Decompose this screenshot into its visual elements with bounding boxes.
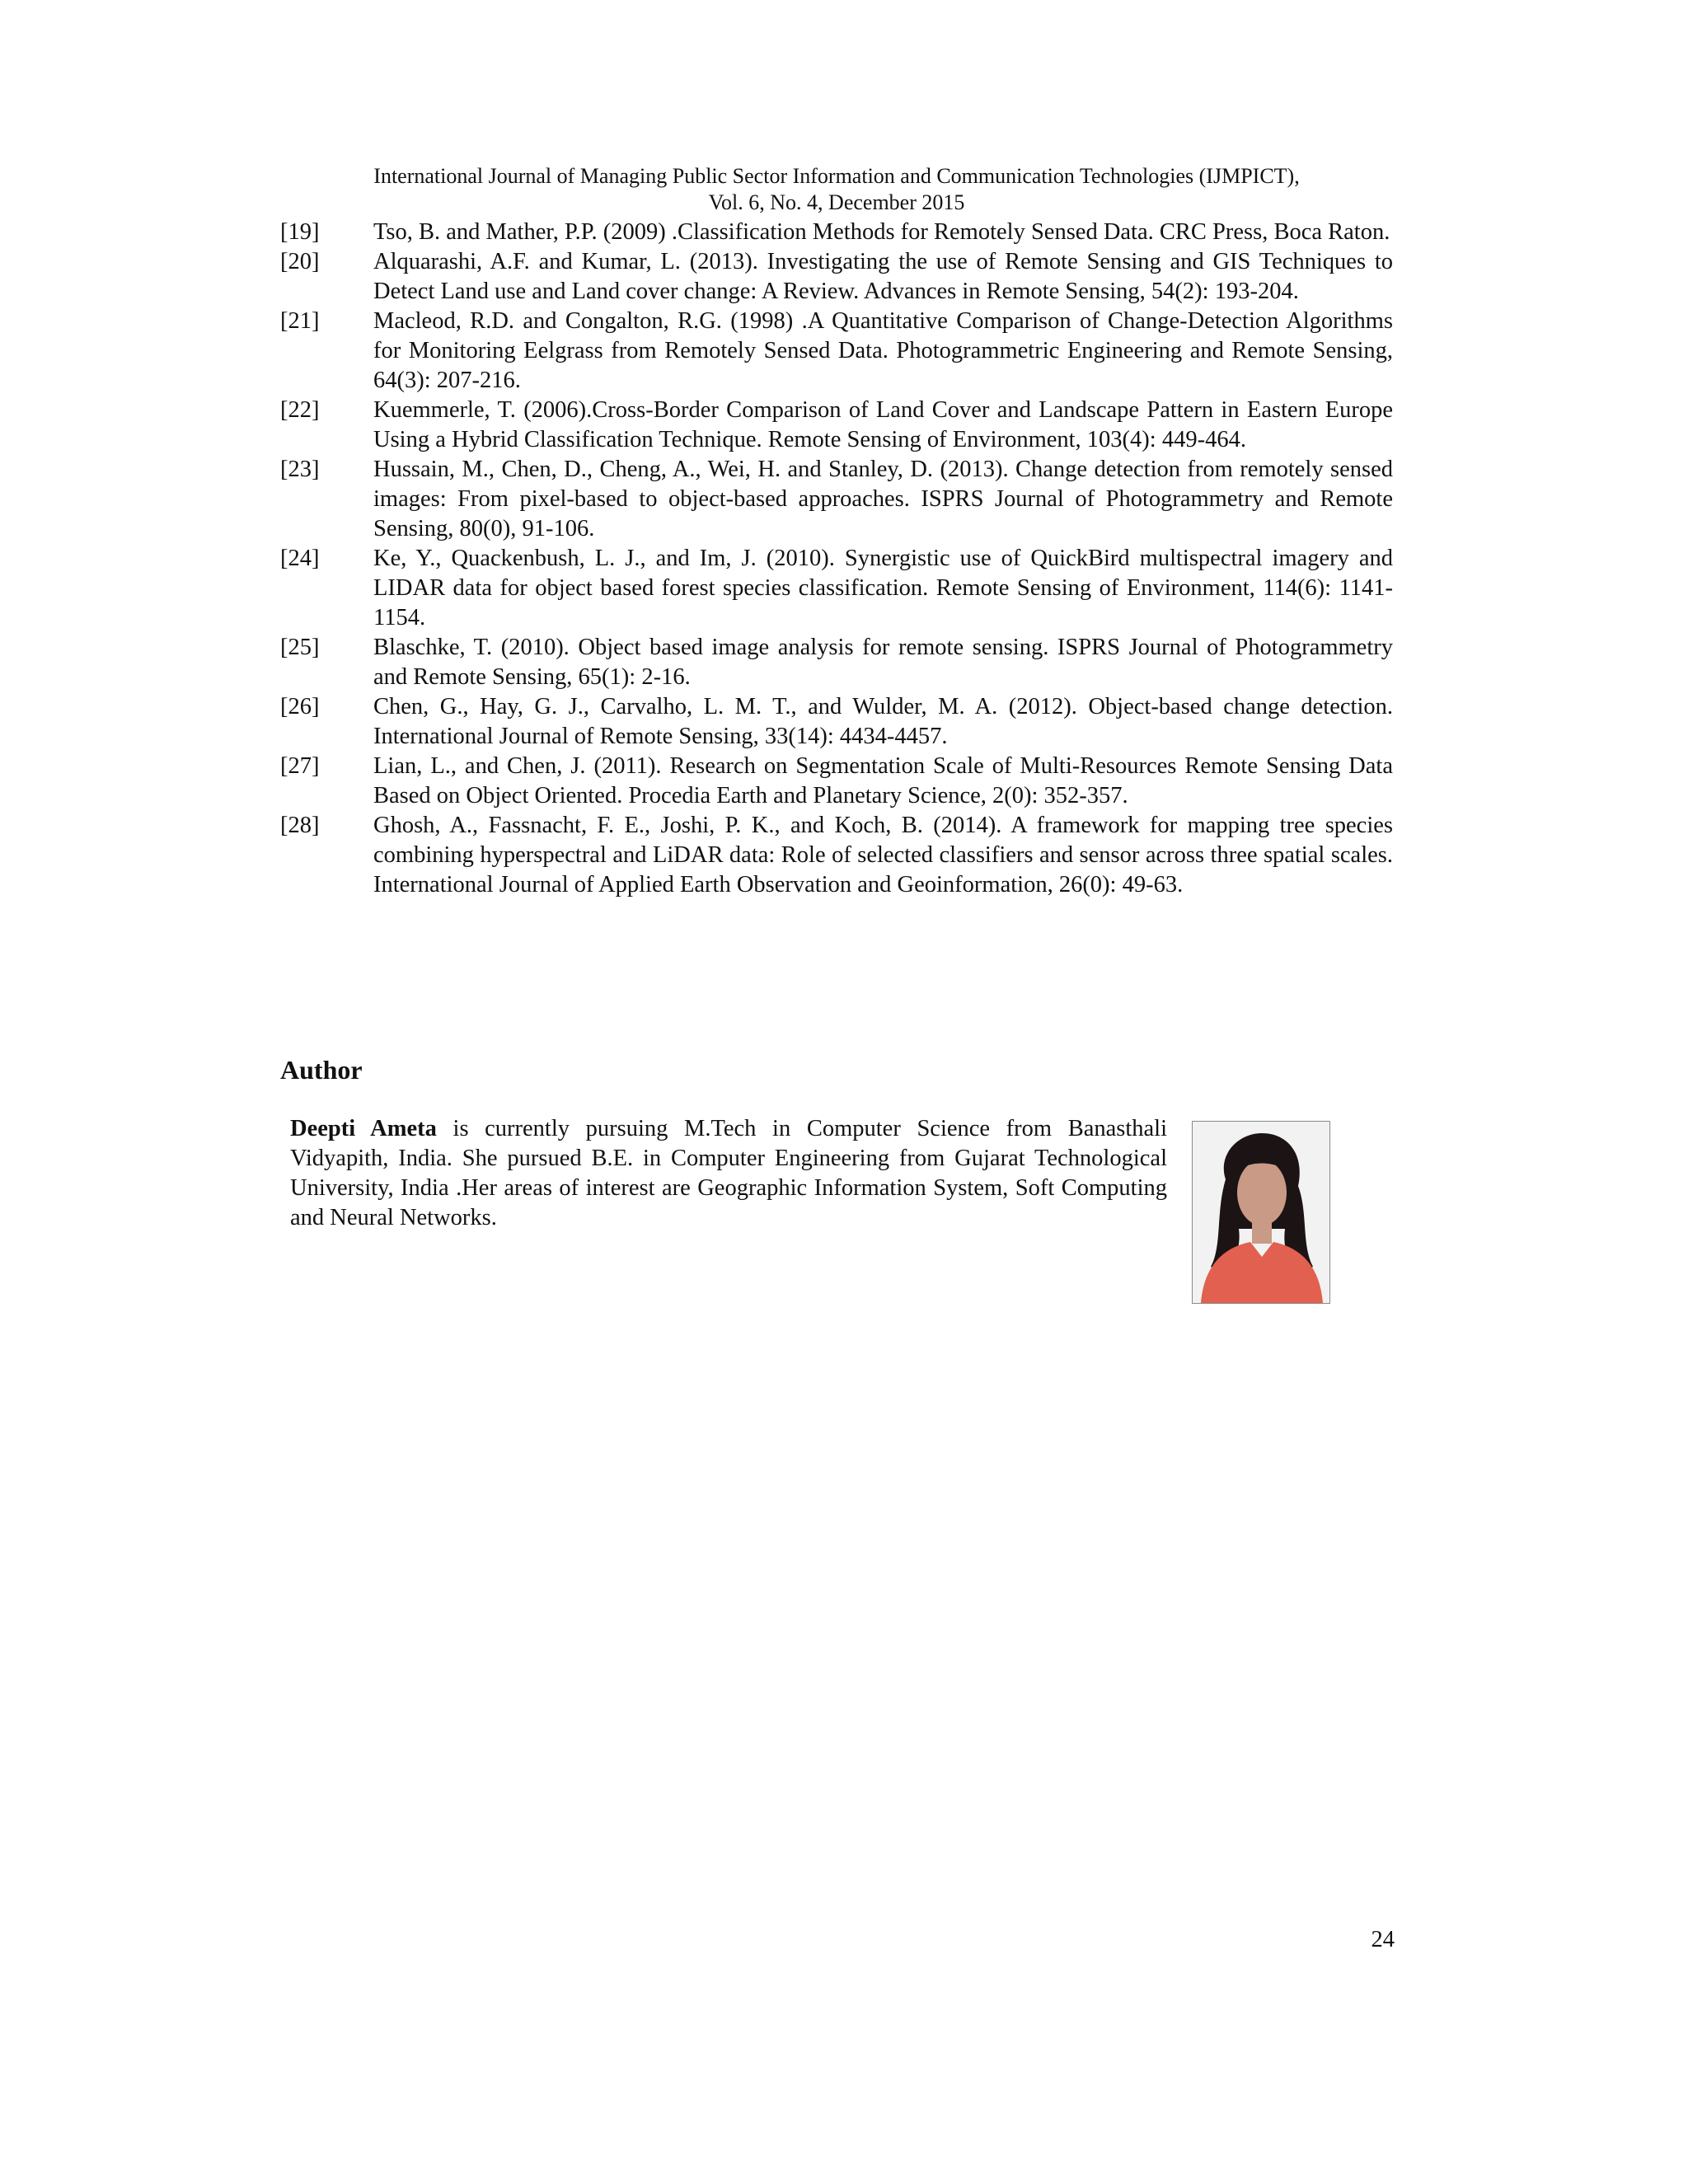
reference-number: [20] <box>280 249 320 274</box>
reference-number: [19] <box>280 219 320 245</box>
reference-text: Chen, G., Hay, G. J., Carvalho, L. M. T., and Wulder, M. A. (2012). Object-based change detection. International Journal of Remote Sensing, 33(14): 4434-4457. <box>373 694 1393 749</box>
running-header <box>280 163 1393 216</box>
reference-item <box>280 752 1393 811</box>
reference-item <box>280 396 1393 455</box>
reference-number: [22] <box>280 397 320 423</box>
reference-number: [27] <box>280 753 320 779</box>
reference-item <box>280 544 1393 633</box>
reference-item <box>280 247 1393 307</box>
reference-item <box>280 811 1393 900</box>
author-section-heading: Author <box>280 1055 363 1085</box>
author-name: Deepti Ameta <box>290 1116 437 1141</box>
reference-text: Ke, Y., Quackenbush, L. J., and Im, J. (2010). Synergistic use of QuickBird multispectral imagery and LIDAR data for object based forest species classification. Remote Sensing of Environment, 114(6): 1141-1154. <box>373 546 1393 630</box>
reference-number: [24] <box>280 546 320 571</box>
author-portrait-image <box>1193 1122 1329 1303</box>
author-biography <box>290 1114 1167 1233</box>
reference-number: [23] <box>280 457 320 482</box>
photo-face <box>1237 1160 1287 1226</box>
author-bio-text: is currently pursuing M.Tech in Computer Science from Banasthali Vidyapith, India. She pursued B.E. in Computer Engineering from Gujarat Technological University, India .Her areas of interest are Geographic Information System, Soft Computing and Neural Networks. <box>290 1116 1167 1230</box>
reference-item <box>280 218 1393 247</box>
reference-text: Hussain, M., Chen, D., Cheng, A., Wei, H. and Stanley, D. (2013). Change detection from remotely sensed images: From pixel-based to object-based approaches. ISPRS Journal of Photogrammetry and Remote Sensing, 80(0), 91-106. <box>373 457 1393 541</box>
reference-item <box>280 307 1393 396</box>
reference-item <box>280 633 1393 692</box>
author-photo <box>1192 1121 1330 1304</box>
photo-neck <box>1252 1219 1272 1244</box>
reference-text: Macleod, R.D. and Congalton, R.G. (1998) .A Quantitative Comparison of Change-Detection Algorithms for Monitoring Eelgrass from Remotely Sensed Data. Photogrammetric Engineering and Remote Sensing, 64(3): 207-216. <box>373 308 1393 393</box>
reference-text: Blaschke, T. (2010). Object based image analysis for remote sensing. ISPRS Journal of Photogrammetry and Remote Sensing, 65(1): 2-16. <box>373 635 1393 690</box>
reference-number: [26] <box>280 694 320 719</box>
reference-number: [28] <box>280 813 320 838</box>
reference-text: Kuemmerle, T. (2006).Cross-Border Comparison of Land Cover and Landscape Pattern in Eastern Europe Using a Hybrid Classification Technique. Remote Sensing of Environment, 103(4): 449-464. <box>373 397 1393 452</box>
journal-title-line: International Journal of Managing Public Sector Information and Communication Technologies (IJMPICT), <box>373 164 1300 188</box>
reference-item <box>280 692 1393 752</box>
reference-text: Lian, L., and Chen, J. (2011). Research on Segmentation Scale of Multi-Resources Remote Sensing Data Based on Object Oriented. Procedia Earth and Planetary Science, 2(0): 352-357. <box>373 753 1393 808</box>
reference-list <box>280 218 1393 900</box>
reference-number: [25] <box>280 635 320 660</box>
reference-text: Ghosh, A., Fassnacht, F. E., Joshi, P. K., and Koch, B. (2014). A framework for mapping tree species combining hyperspectral and LiDAR data: Role of selected classifiers and sensor across three spatial scales. International Journal of Applied Earth Observation and Geoinformation, 26(0): 49-63. <box>373 813 1393 898</box>
page-number: 24 <box>1371 1927 1395 1952</box>
reference-text: Tso, B. and Mather, P.P. (2009) .Classification Methods for Remotely Sensed Data. CRC Press, Boca Raton. <box>373 219 1390 245</box>
journal-volume-line: Vol. 6, No. 4, December 2015 <box>708 190 965 214</box>
reference-item <box>280 455 1393 544</box>
reference-number: [21] <box>280 308 320 334</box>
reference-text: Alquarashi, A.F. and Kumar, L. (2013). Investigating the use of Remote Sensing and GIS Techniques to Detect Land use and Land cover change: A Review. Advances in Remote Sensing, 54(2): 193-204. <box>373 249 1393 304</box>
